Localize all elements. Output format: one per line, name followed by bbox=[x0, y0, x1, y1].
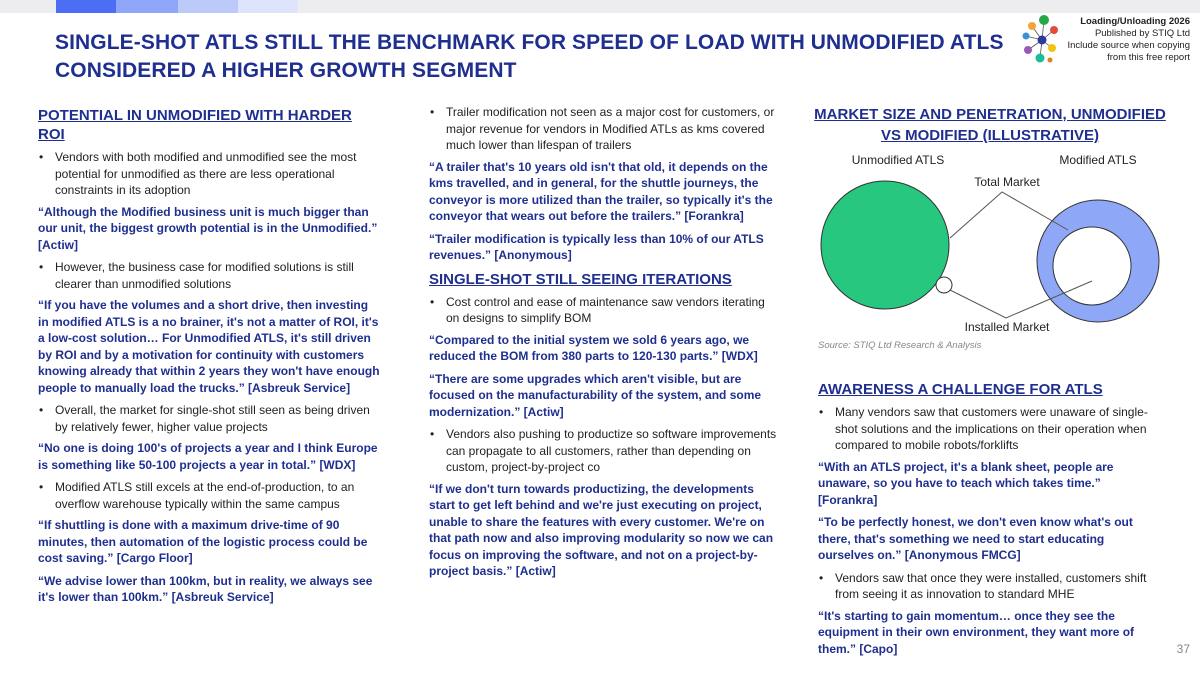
accent-segment-1 bbox=[56, 0, 116, 13]
publisher-block bbox=[1067, 16, 1190, 64]
unmodified-total-circle bbox=[821, 181, 949, 309]
unmodified-installed-circle bbox=[936, 277, 952, 293]
column-awareness bbox=[818, 380, 1163, 663]
column-potential bbox=[38, 106, 380, 612]
bullet-point: • Vendors also pushing to productize so software improvements can propagate to all customers, rather than depending on custom, project-by-project co bbox=[429, 426, 777, 476]
bullet-point: • Vendors saw that once they were installed, customers shift from seeing it as innovation to standard MHE bbox=[818, 570, 1163, 603]
potential-list bbox=[38, 149, 380, 606]
publisher-report-name: Loading/Unloading 2026 bbox=[1080, 16, 1190, 27]
section-heading-awareness: AWARENESS A CHALLENGE FOR ATLS bbox=[818, 381, 1103, 398]
awareness-list bbox=[818, 404, 1163, 657]
bullet-point: • Overall, the market for single-shot still seen as being driven by relatively fewer, higher value projects bbox=[38, 402, 380, 435]
publisher-company: Published by STIQ Ltd bbox=[1094, 28, 1190, 39]
publisher-note-2: from this free report bbox=[1107, 52, 1190, 63]
modified-installed-circle bbox=[1053, 227, 1131, 305]
section-heading-iterations: SINGLE-SHOT STILL SEEING ITERATIONS bbox=[429, 270, 732, 288]
quote: “If we don't turn towards productizing, the developments start to get left behind and we're just executing on project, unable to share the features with every customer. We're on that path now and also improving modularity so now we can focus on improving the software, and not on a project-by-project basis.” [Actiw] bbox=[429, 481, 774, 578]
accent-segment-4 bbox=[238, 0, 298, 13]
bullet-point: • Cost control and ease of maintenance saw vendors iterating on designs to simplify BOM bbox=[429, 294, 777, 327]
source-note: Source: STIQ Ltd Research & Analysis bbox=[818, 340, 982, 351]
quote: “There are some upgrades which aren't visible, but are focused on the manufacturability of the system, and some modernization.” [Actiw] bbox=[429, 371, 762, 419]
bullet-point: • Vendors with both modified and unmodified see the most potential for unmodified as there are less operational constraints in its adoption bbox=[38, 149, 380, 199]
label-unmodified: Unmodified ATLS bbox=[851, 153, 945, 167]
quote: “Trailer modification is typically less than 10% of our ATLS revenues.” [Anonymous] bbox=[429, 231, 764, 262]
bullet-point: • Trailer modification not seen as a major cost for customers, or major revenue for vendors in Modified ATLs as kms covered much lower than lifespan of trailers bbox=[429, 104, 777, 154]
label-modified: Modified ATLS bbox=[1059, 153, 1137, 167]
quote: “No one is doing 100's of projects a year and I think Europe is something like 50-100 projects a year in total.” [WDX] bbox=[38, 441, 378, 472]
diagram-title: MARKET SIZE AND PENETRATION, UNMODIFIED VS MODIFIED (ILLUSTRATIVE) bbox=[814, 106, 1166, 144]
quote: “If shuttling is done with a maximum drive-time of 90 minutes, then automation of the logistic process could be cost saving.” [Cargo Floor] bbox=[38, 518, 368, 565]
accent-segment-3 bbox=[178, 0, 238, 13]
quote: “Compared to the initial system we sold 6 years ago, we reduced the BOM from 380 parts to 120-130 parts.” [WDX] bbox=[429, 332, 758, 363]
trailer-list bbox=[429, 104, 777, 264]
quote: “It's starting to gain momentum… once they see the equipment in their own environment, they want more of them.” [Capo] bbox=[818, 608, 1135, 656]
bullet-point: • Many vendors saw that customers were unaware of single-shot solutions and the implications on their operation when compared to mobile robots/forklifts bbox=[818, 404, 1163, 454]
iterations-list bbox=[429, 294, 777, 580]
label-installed-market: Installed Market bbox=[964, 320, 1050, 334]
quote: “If you have the volumes and a short drive, then investing in modified ATLS is a no brainer, it's not a matter of ROI, it's a low-cost solution… For Unmodified ATLS, it's still driven by ROI and by a motivation for continuity with customers knowing already that within 2 years they won't have enough people to manually load the trucks.” [Asbreuk Service] bbox=[38, 298, 380, 395]
quote: “Although the Modified business unit is much bigger than our unit, the biggest growth potential is in the Unmodified.” [Actiw] bbox=[38, 204, 378, 252]
label-total-market: Total Market bbox=[974, 175, 1040, 189]
page-title: SINGLE-SHOT ATLS STILL THE BENCHMARK FOR SPEED OF LOAD WITH UNMODIFIED ATLS CONSIDERED A HIGHER GROWTH SEGMENT bbox=[55, 31, 1004, 82]
quote: “To be perfectly honest, we don't even know what's out there, that's something we need to start educating ourselves on.” [Anonymous FMCG] bbox=[818, 515, 1133, 562]
publisher-note-1: Include source when copying bbox=[1067, 40, 1190, 51]
column-iterations bbox=[429, 104, 777, 586]
accent-segment-2 bbox=[116, 0, 178, 13]
quote: “With an ATLS project, it's a blank sheet, people are unaware, so you have to teach which takes time.” [Forankra] bbox=[818, 459, 1114, 507]
bullet-point: • However, the business case for modified solutions is still clearer than unmodified solutions bbox=[38, 259, 380, 292]
bullet-point: • Modified ATLS still excels at the end-of-production, to an overflow warehouse typically within the same campus bbox=[38, 479, 380, 512]
page-number: 37 bbox=[1176, 642, 1190, 656]
quote: “We advise lower than 100km, but in reality, we always see it's lower than 100km.” [Asbreuk Service] bbox=[38, 573, 373, 604]
quote: “A trailer that's 10 years old isn't that old, it depends on the kms travelled, and in general, for the shuttle journeys, the conveyor is more utilized than the trailer, so typically it's the conveyor that wears out before the trailers.” [Forankra] bbox=[429, 159, 773, 223]
top-accent-bar bbox=[0, 0, 1200, 13]
stiq-logo-icon bbox=[1020, 14, 1060, 66]
market-penetration-diagram bbox=[806, 148, 1176, 338]
section-heading-potential: POTENTIAL IN UNMODIFIED WITH HARDER ROI bbox=[38, 107, 352, 143]
